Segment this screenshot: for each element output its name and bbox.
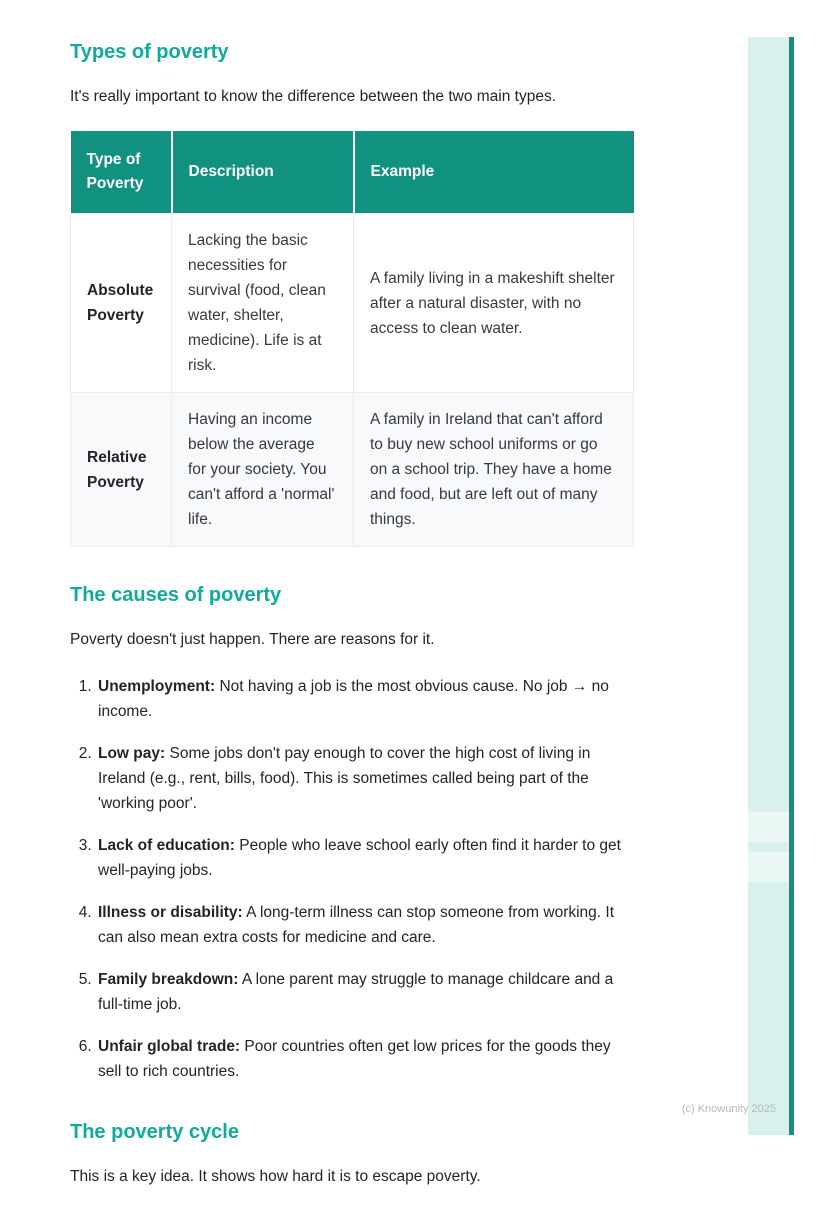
list-item-text: A lone parent may struggle to manage childcare and a full-time job. bbox=[98, 971, 614, 1013]
table-header-row bbox=[71, 131, 634, 214]
table-body bbox=[71, 214, 634, 547]
heading-causes-of-poverty: The causes of poverty bbox=[70, 584, 282, 606]
table-cell-description: Lacking the basic necessities for survival (food, clean water, shelter, medicine). Life is at risk. bbox=[172, 214, 354, 393]
list-item-label: Unemployment: bbox=[98, 678, 216, 695]
table-head bbox=[71, 131, 634, 214]
table-cell-example: A family in Ireland that can't afford to buy new school uniforms or go on a school trip. They have a home and food, but are left out of many things. bbox=[354, 393, 634, 547]
heading-types-of-poverty: Types of poverty bbox=[70, 41, 229, 63]
causes-list bbox=[70, 674, 633, 1084]
table-cell-type: Relative Poverty bbox=[71, 393, 172, 547]
paragraph-types-intro: It's really important to know the difference between the two main types. bbox=[70, 88, 557, 105]
header-cell-type: Type of Poverty bbox=[71, 131, 172, 214]
list-item-unfair-global-trade bbox=[96, 1034, 633, 1084]
list-item-illness-or-disability bbox=[96, 900, 633, 950]
list-item-family-breakdown bbox=[96, 967, 633, 1017]
paragraph-cycle-intro: This is a key idea. It shows how hard it is to escape poverty. bbox=[70, 1168, 481, 1185]
table-cell-description: Having an income below the average for your society. You can't afford a 'normal' life. bbox=[172, 393, 354, 547]
table-row-absolute bbox=[71, 214, 634, 393]
document-content bbox=[70, 40, 633, 1211]
page-edge-bar bbox=[789, 37, 794, 1135]
header-cell-description: Description bbox=[172, 131, 354, 214]
list-item-label: Lack of education: bbox=[98, 837, 235, 854]
list-item-label: Family breakdown: bbox=[98, 971, 239, 988]
list-item-unemployment bbox=[96, 674, 633, 724]
strip-highlight bbox=[748, 812, 791, 842]
list-item-text: Some jobs don't pay enough to cover the high cost of living in Ireland (e.g., rent, bills, food). This is sometimes called being part of the 'working poor'. bbox=[98, 745, 591, 812]
watermark: (c) Knowunity 2025 bbox=[681, 1103, 776, 1115]
list-item-label: Unfair global trade: bbox=[98, 1038, 241, 1055]
paragraph-causes-intro: Poverty doesn't just happen. There are reasons for it. bbox=[70, 631, 435, 648]
strip-highlight bbox=[748, 852, 791, 882]
table-row-relative bbox=[71, 393, 634, 547]
header-cell-example: Example bbox=[354, 131, 634, 214]
list-item-low-pay bbox=[96, 741, 633, 816]
poverty-types-table bbox=[70, 131, 634, 547]
list-item-text: Not having a job is the most obvious cause. No job → no income. bbox=[98, 678, 609, 720]
table-cell-type: Absolute Poverty bbox=[71, 214, 172, 393]
list-item-text: A long-term illness can stop someone from working. It can also mean extra costs for medicine and care. bbox=[98, 904, 615, 946]
page-edge-strip bbox=[748, 37, 791, 1135]
list-item-text: Poor countries often get low prices for the goods they sell to rich countries. bbox=[98, 1038, 611, 1080]
list-item-text: People who leave school early often find it harder to get well-paying jobs. bbox=[98, 837, 621, 879]
heading-poverty-cycle: The poverty cycle bbox=[70, 1121, 239, 1143]
list-item-label: Low pay: bbox=[98, 745, 166, 762]
list-item-label: Illness or disability: bbox=[98, 904, 243, 921]
table-cell-example: A family living in a makeshift shelter after a natural disaster, with no access to clean water. bbox=[354, 214, 634, 393]
list-item-lack-of-education bbox=[96, 833, 633, 883]
